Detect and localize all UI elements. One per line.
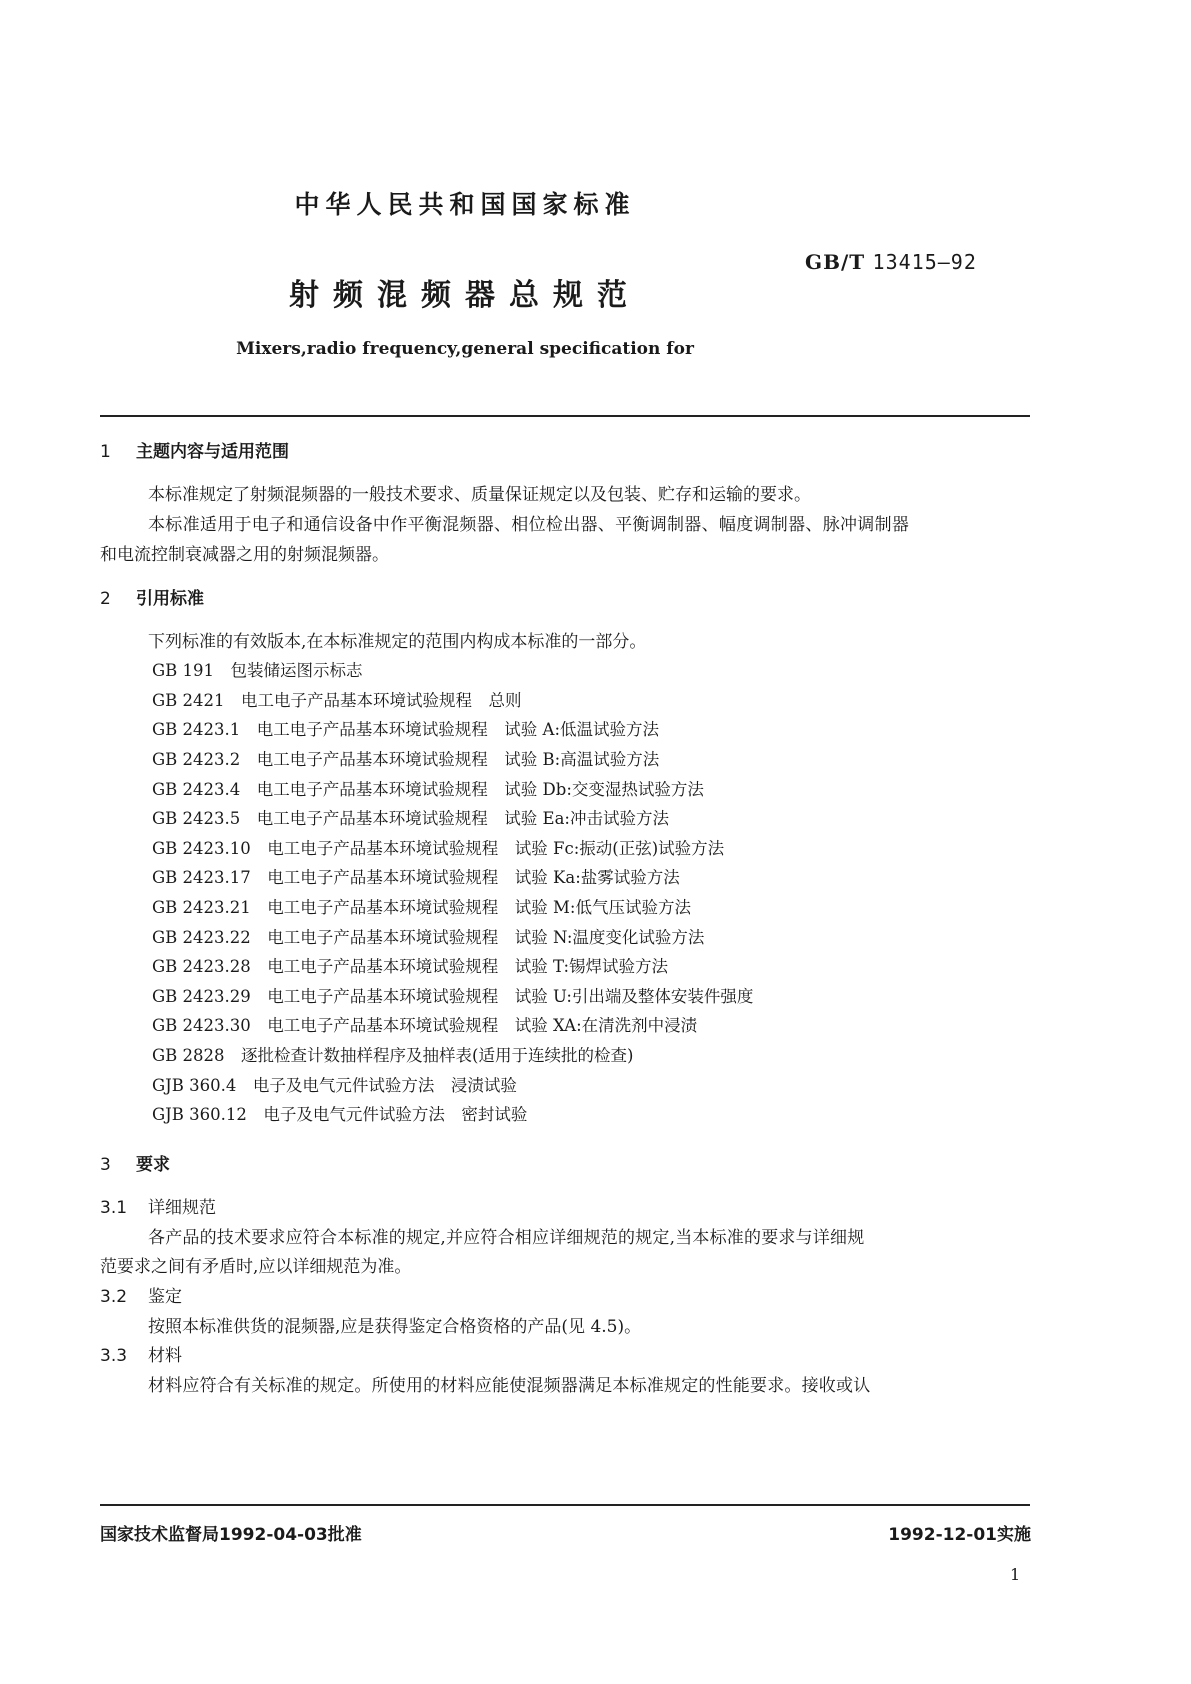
page-number: 1 bbox=[1010, 1565, 1021, 1584]
reference-item: GB 2423.10 电工电子产品基本环境试验规程 试验 Fc:振动(正弦)试验方法 bbox=[152, 839, 725, 858]
subsection-3-2-title: 鉴定 bbox=[148, 1287, 182, 1307]
subsection-3-2-paragraph: 按照本标准供货的混频器,应是获得鉴定合格资格的产品(见 4.5)。 bbox=[148, 1317, 642, 1337]
effective-date: 1992-12-01实施 bbox=[888, 1525, 1031, 1545]
section-2-intro: 下列标准的有效版本,在本标准规定的范围内构成本标准的一部分。 bbox=[148, 632, 647, 652]
subsection-3-1-paragraph-line-1: 各产品的技术要求应符合本标准的规定,并应符合相应详细规范的规定,当本标准的要求与详细规 bbox=[148, 1228, 865, 1248]
reference-item: GB 2423.29 电工电子产品基本环境试验规程 试验 U:引出端及整体安装件强度 bbox=[152, 987, 754, 1006]
section-2-heading bbox=[100, 584, 204, 609]
reference-item: GB 2423.1 电工电子产品基本环境试验规程 试验 A:低温试验方法 bbox=[152, 720, 660, 739]
national-standard-heading: 中华人民共和国国家标准 bbox=[294, 190, 636, 219]
reference-item: GB 2423.17 电工电子产品基本环境试验规程 试验 Ka:盐雾试验方法 bbox=[152, 868, 680, 887]
section-1-number: 1 bbox=[100, 442, 111, 462]
reference-item: GB 2423.5 电工电子产品基本环境试验规程 试验 Ea:冲击试验方法 bbox=[152, 809, 669, 828]
subsection-3-1-heading bbox=[100, 1193, 216, 1218]
section-1-title: 主题内容与适用范围 bbox=[136, 442, 289, 462]
reference-item: GB 2828 逐批检查计数抽样程序及抽样表(适用于连续批的检查) bbox=[152, 1046, 634, 1065]
section-1-heading bbox=[100, 437, 289, 462]
subsection-3-3-number: 3.3 bbox=[100, 1346, 128, 1366]
reference-item: GB 2423.21 电工电子产品基本环境试验规程 试验 M:低气压试验方法 bbox=[152, 898, 691, 917]
approval-date: 国家技术监督局1992-04-03批准 bbox=[100, 1525, 362, 1545]
document-subtitle-english: Mixers,radio frequency,general specification for bbox=[236, 339, 694, 359]
subsection-3-1-paragraph-line-2: 范要求之间有矛盾时,应以详细规范为准。 bbox=[100, 1257, 412, 1277]
reference-item: GB 2423.2 电工电子产品基本环境试验规程 试验 B:高温试验方法 bbox=[152, 750, 660, 769]
reference-item: GB 2423.30 电工电子产品基本环境试验规程 试验 XA:在清洗剂中浸渍 bbox=[152, 1016, 698, 1035]
section-3-number: 3 bbox=[100, 1155, 111, 1175]
reference-item: GJB 360.4 电子及电气元件试验方法 浸渍试验 bbox=[152, 1076, 517, 1095]
reference-item: GB 191 包装储运图示标志 bbox=[152, 661, 363, 680]
section-2-title: 引用标准 bbox=[136, 589, 204, 609]
subsection-3-1-number: 3.1 bbox=[100, 1198, 128, 1218]
subsection-3-2-number: 3.2 bbox=[100, 1287, 128, 1307]
document-title: 射频混频器总规范 bbox=[289, 278, 641, 313]
reference-item: GB 2423.4 电工电子产品基本环境试验规程 试验 Db:交变湿热试验方法 bbox=[152, 780, 704, 799]
reference-item: GB 2423.22 电工电子产品基本环境试验规程 试验 N:温度变化试验方法 bbox=[152, 928, 705, 947]
footer-divider bbox=[100, 1504, 1030, 1506]
header-divider bbox=[100, 415, 1030, 417]
subsection-3-3-title: 材料 bbox=[148, 1346, 182, 1366]
standard-code-prefix: GB/T bbox=[805, 250, 866, 274]
subsection-3-2-heading bbox=[100, 1282, 182, 1307]
subsection-3-3-paragraph: 材料应符合有关标准的规定。所使用的材料应能使混频器满足本标准规定的性能要求。接收或认 bbox=[148, 1376, 871, 1396]
section-3-title: 要求 bbox=[136, 1155, 170, 1175]
standard-code-number: 13415—92 bbox=[872, 250, 977, 274]
section-1-paragraph-2-line-2: 和电流控制衰减器之用的射频混频器。 bbox=[100, 545, 389, 565]
reference-item: GJB 360.12 电子及电气元件试验方法 密封试验 bbox=[152, 1105, 528, 1124]
section-1-paragraph-1: 本标准规定了射频混频器的一般技术要求、质量保证规定以及包装、贮存和运输的要求。 bbox=[148, 485, 811, 505]
section-1-paragraph-2-line-1: 本标准适用于电子和通信设备中作平衡混频器、相位检出器、平衡调制器、幅度调制器、脉冲调制器 bbox=[148, 515, 910, 535]
section-2-number: 2 bbox=[100, 589, 111, 609]
subsection-3-3-heading bbox=[100, 1341, 182, 1366]
reference-item: GB 2421 电工电子产品基本环境试验规程 总则 bbox=[152, 691, 522, 710]
section-3-heading bbox=[100, 1150, 170, 1175]
reference-item: GB 2423.28 电工电子产品基本环境试验规程 试验 T:锡焊试验方法 bbox=[152, 957, 669, 976]
subsection-3-1-title: 详细规范 bbox=[148, 1198, 216, 1218]
